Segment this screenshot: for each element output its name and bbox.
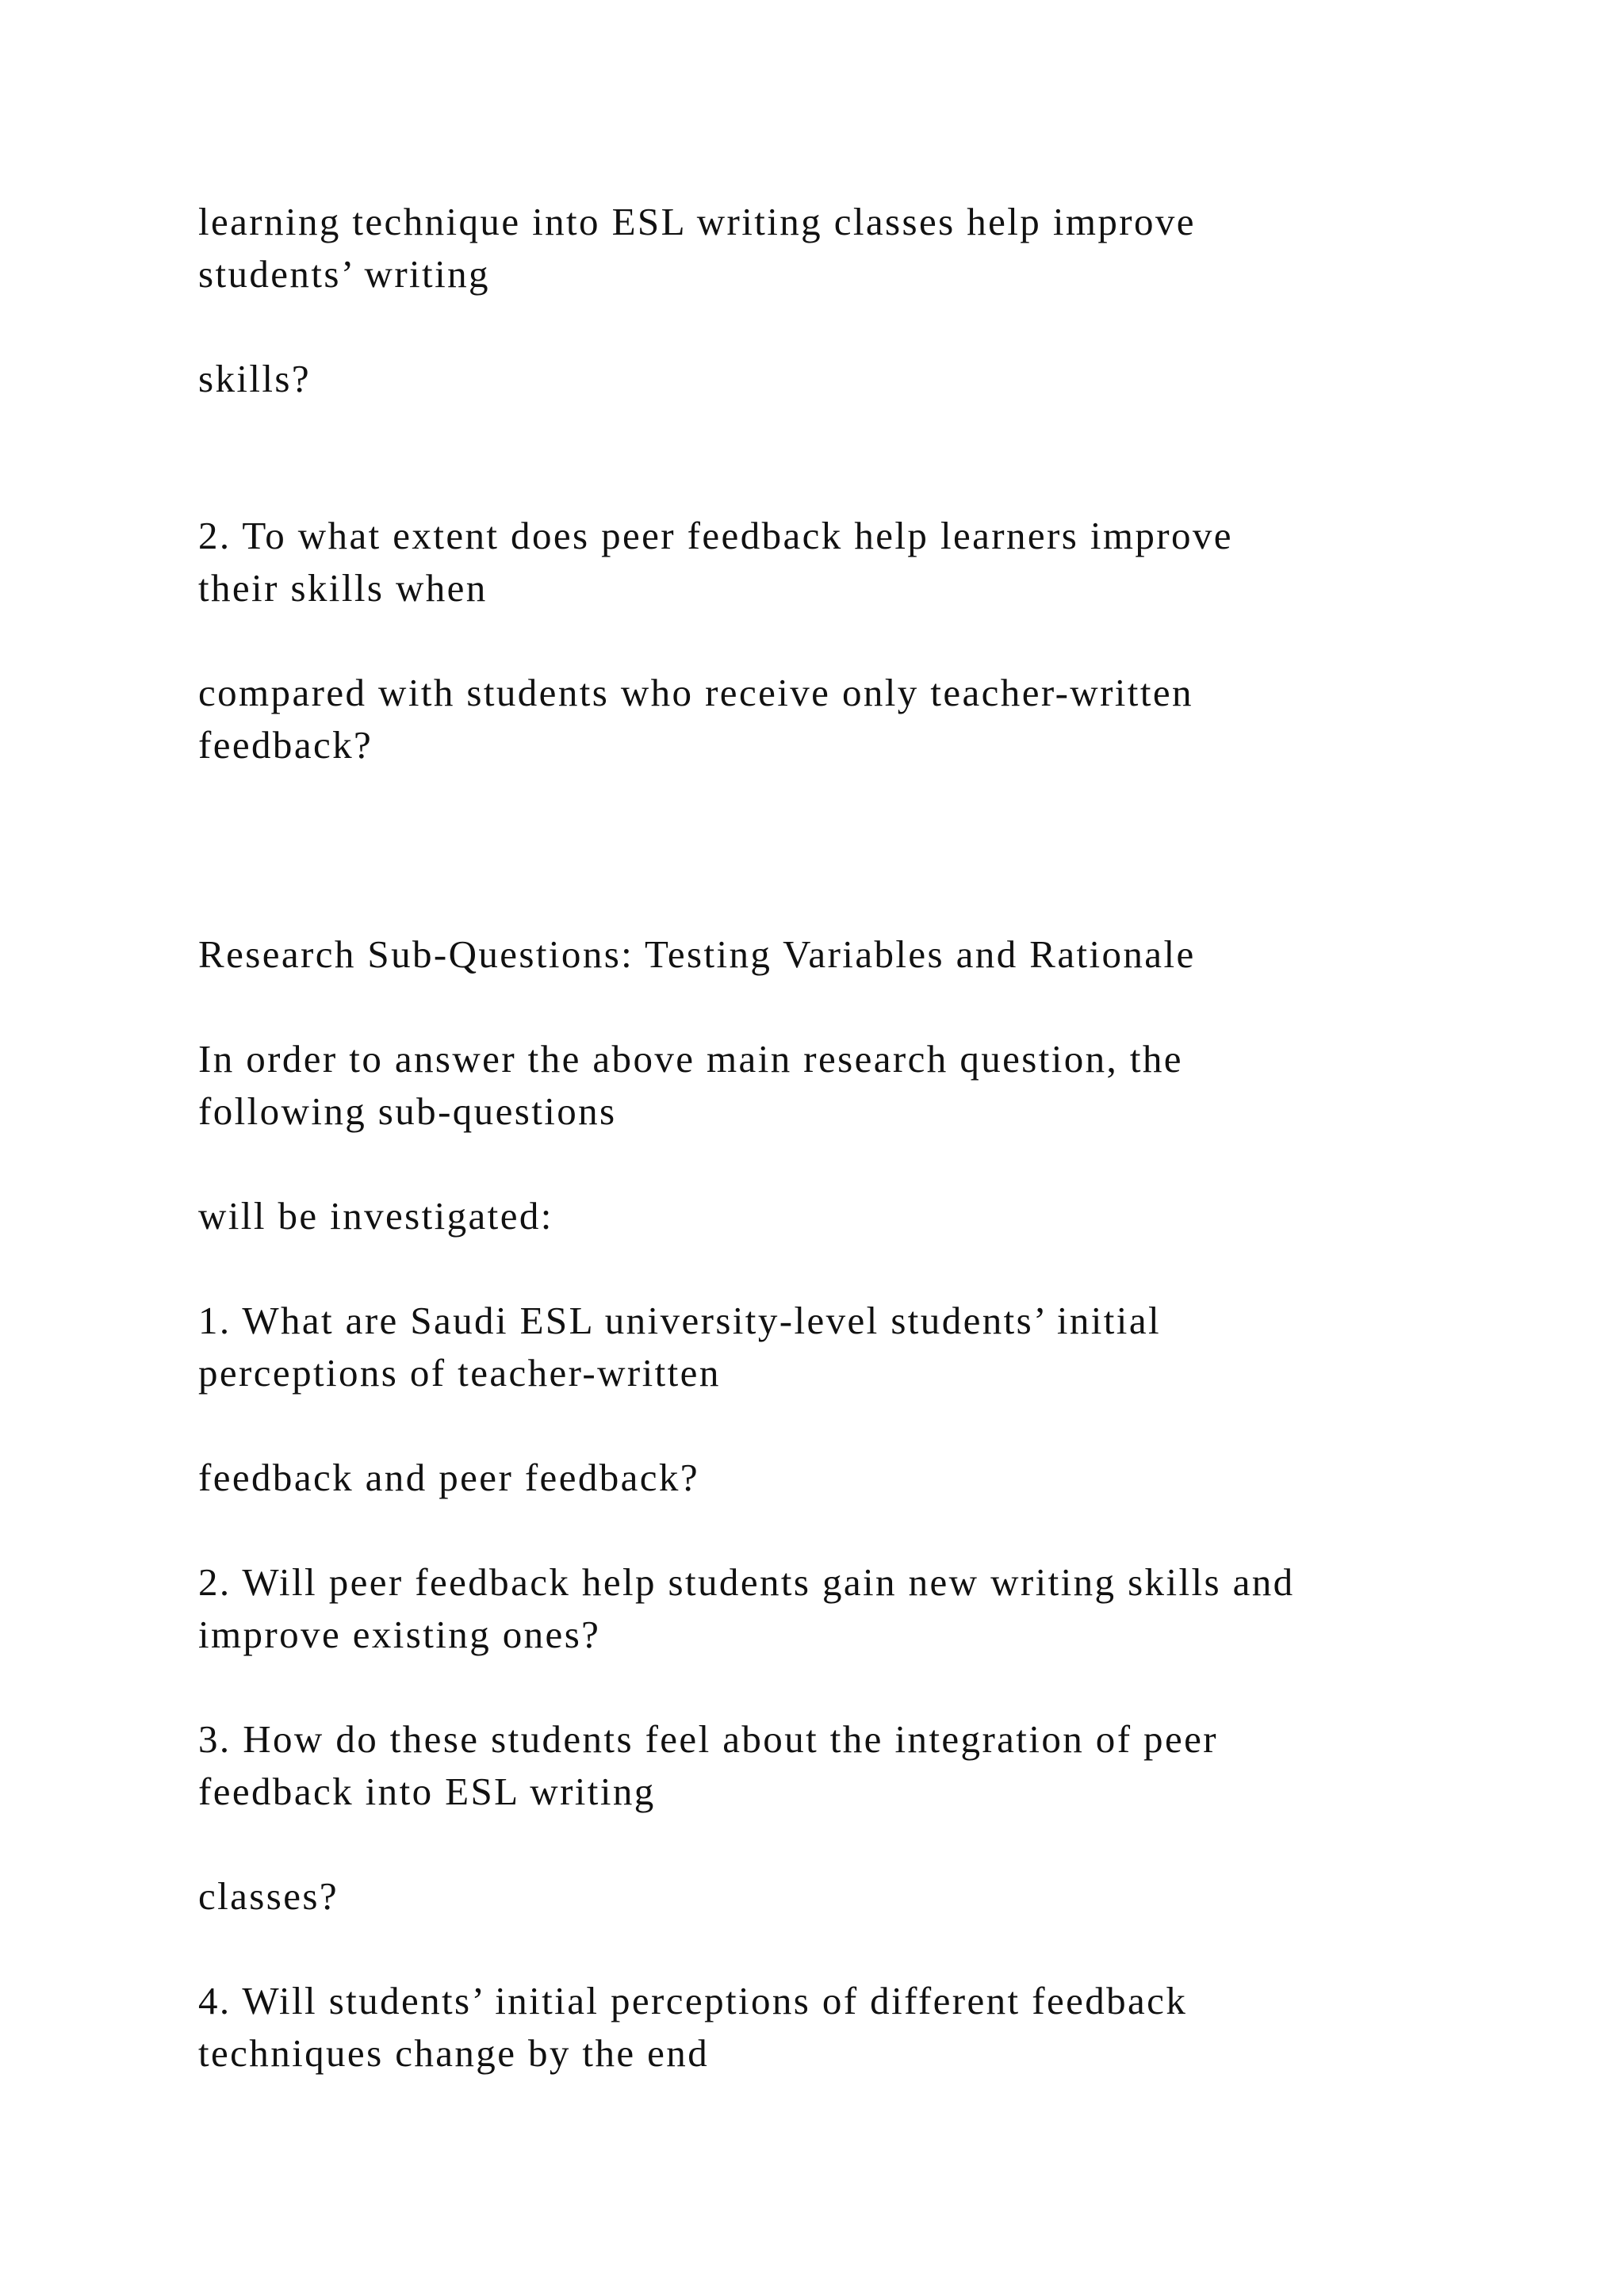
text-line: perceptions of teacher-written	[198, 1351, 721, 1395]
text-line: skills?	[198, 357, 312, 400]
text-line: 3. How do these students feel about the integration of peer	[198, 1717, 1218, 1761]
text-line: following sub-questions	[198, 1089, 617, 1133]
section-heading: Research Sub-Questions: Testing Variables and Rationale	[198, 932, 1196, 976]
text-line: feedback into ESL writing	[198, 1770, 656, 1813]
text-line: In order to answer the above main research question, the	[198, 1037, 1183, 1081]
text-line: 4. Will students’ initial perceptions of different feedback	[198, 1979, 1188, 2022]
text-line: will be investigated:	[198, 1194, 553, 1238]
text-line: learning technique into ESL writing classes help improve	[198, 200, 1196, 243]
text-line: 2. To what extent does peer feedback help learners improve	[198, 514, 1233, 557]
text-line: 1. What are Saudi ESL university-level students’ initial	[198, 1299, 1161, 1342]
text-line: their skills when	[198, 566, 488, 610]
text-line: classes?	[198, 1874, 339, 1918]
text-line: 2. Will peer feedback help students gain new writing skills and	[198, 1560, 1295, 1604]
text-line: feedback and peer feedback?	[198, 1456, 699, 1499]
text-line: students’ writing	[198, 252, 490, 296]
text-line: improve existing ones?	[198, 1613, 601, 1656]
text-line: feedback?	[198, 723, 373, 767]
text-line: techniques change by the end	[198, 2031, 710, 2075]
text-line: compared with students who receive only teacher-written	[198, 671, 1193, 714]
